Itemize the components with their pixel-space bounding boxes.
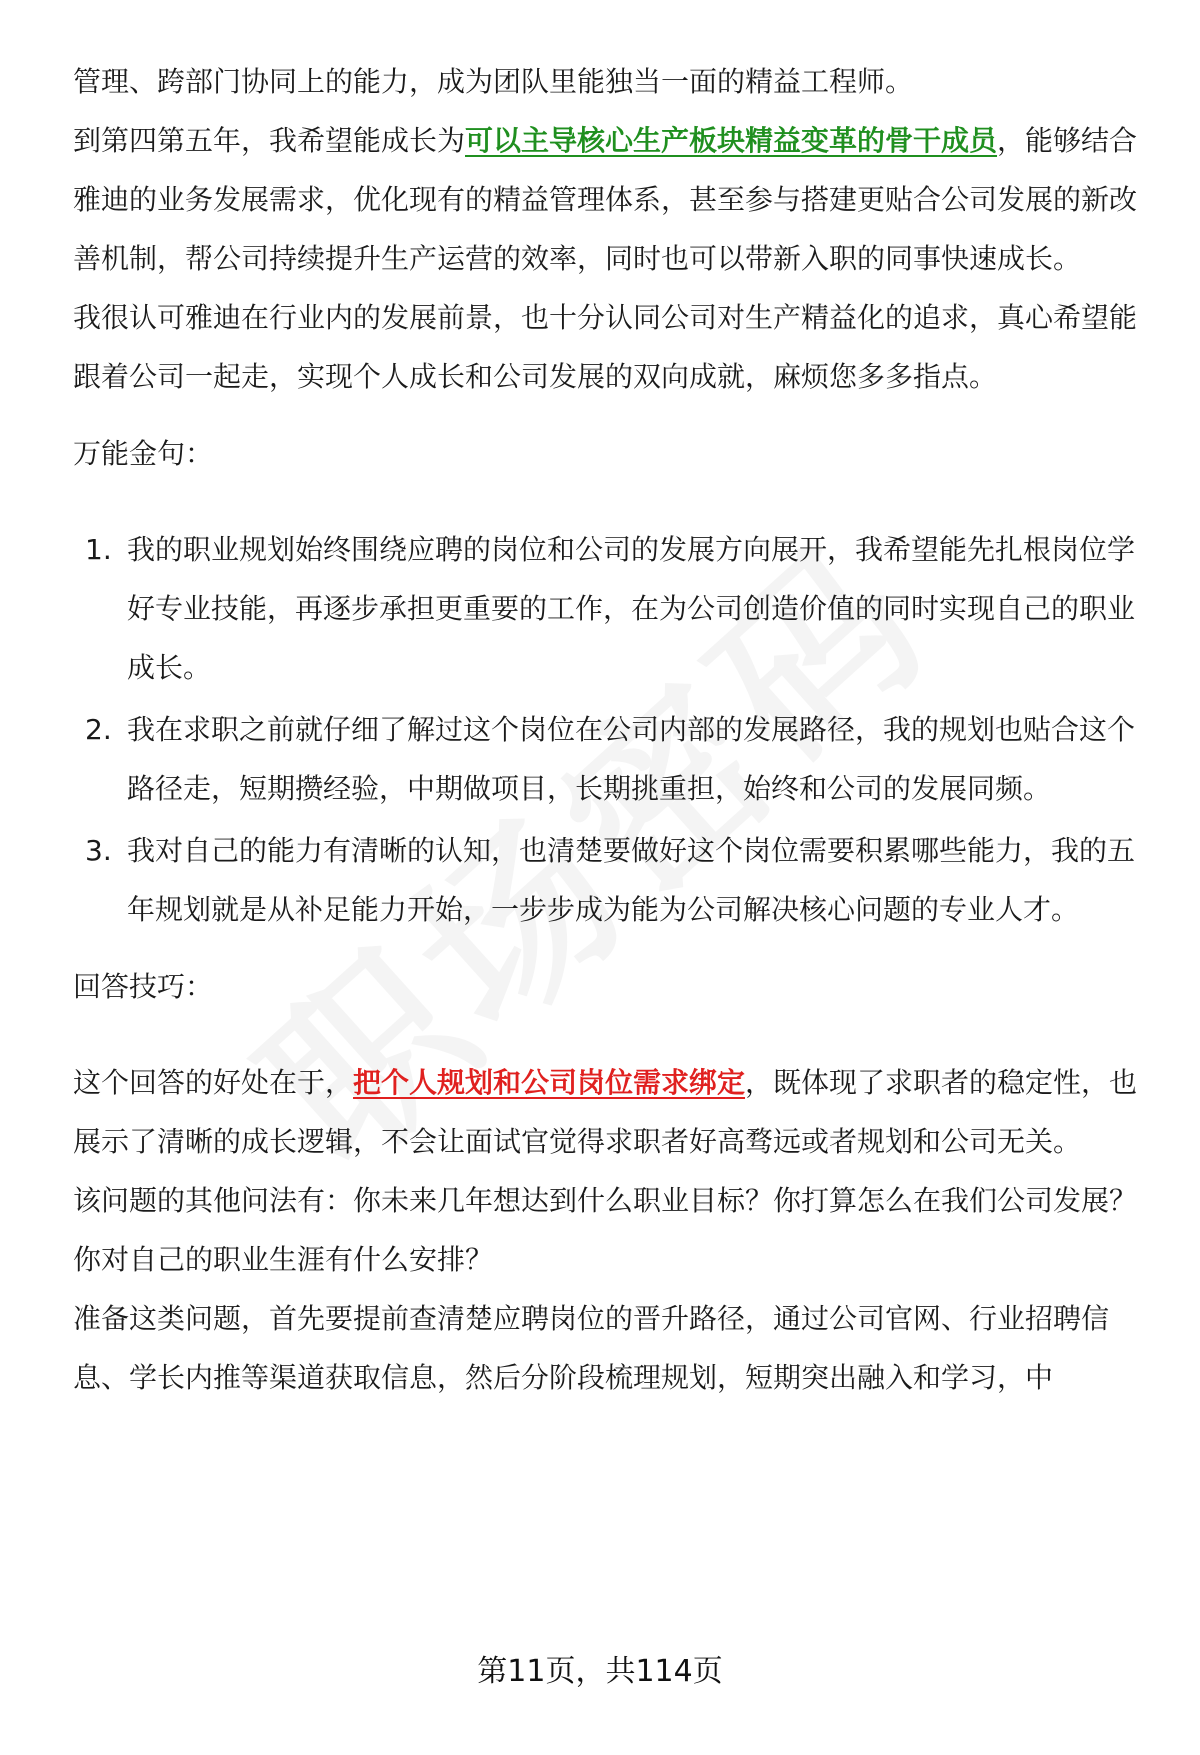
paragraph: 到第四第五年，我希望能成长为可以主导核心生产板块精益变革的骨干成员，能够结合雅迪的业务发展需求，优化现有的精益管理体系，甚至参与搭建更贴合公司发展的新改善机制，帮公司持续提升生产运营的效率，同时也可以带新入职的同事快速成长。 (73, 124, 1138, 275)
list-item: 2. 我在求职之前就仔细了解过这个岗位在公司内部的发展路径，我的规划也贴合这个路径走，短期攒经验，中期做项目，长期挑重担，始终和公司的发展同频。 (85, 713, 1136, 805)
list-item: 1. 我的职业规划始终围绕应聘的岗位和公司的发展方向展开，我希望能先扎根岗位学好专业技能，再逐步承担更重要的工作，在为公司创造价值的同时实现自己的职业成长。 (85, 533, 1136, 684)
paragraph: 管理、跨部门协同上的能力，成为团队里能独当一面的精益工程师。 (73, 65, 914, 98)
green-highlight: 可以主导核心生产板块精益变革的骨干成员 (465, 124, 998, 157)
page-footer: 第11页，共114页 (477, 1654, 723, 1689)
paragraph: 该问题的其他问法有：你未来几年想达到什么职业目标？你打算怎么在我们公司发展？你对自己的职业生涯有什么安排？ (73, 1184, 1138, 1276)
paragraph: 准备这类问题，首先要提前查清楚应聘岗位的晋升路径，通过公司官网、行业招聘信息、学长内推等渠道获取信息，然后分阶段梳理规划，短期突出融入和学习，中 (73, 1302, 1110, 1394)
section-heading: 万能金句： (73, 437, 214, 470)
document-page (73, 52, 1143, 1407)
numbered-list (73, 520, 1143, 939)
paragraph: 我很认可雅迪在行业内的发展前景，也十分认同公司对生产精益化的追求，真心希望能跟着公司一起走，实现个人成长和公司发展的双向成就，麻烦您多多指点。 (73, 301, 1138, 393)
list-item: 3. 我对自己的能力有清晰的认知，也清楚要做好这个岗位需要积累哪些能力，我的五年规划就是从补足能力开始，一步步成为能为公司解决核心问题的专业人才。 (85, 834, 1136, 926)
red-highlight: 把个人规划和公司岗位需求绑定 (353, 1066, 746, 1099)
section-heading: 回答技巧： (73, 970, 214, 1003)
paragraph: 这个回答的好处在于，把个人规划和公司岗位需求绑定，既体现了求职者的稳定性，也展示了清晰的成长逻辑，不会让面试官觉得求职者好高骛远或者规划和公司无关。 (73, 1066, 1138, 1158)
